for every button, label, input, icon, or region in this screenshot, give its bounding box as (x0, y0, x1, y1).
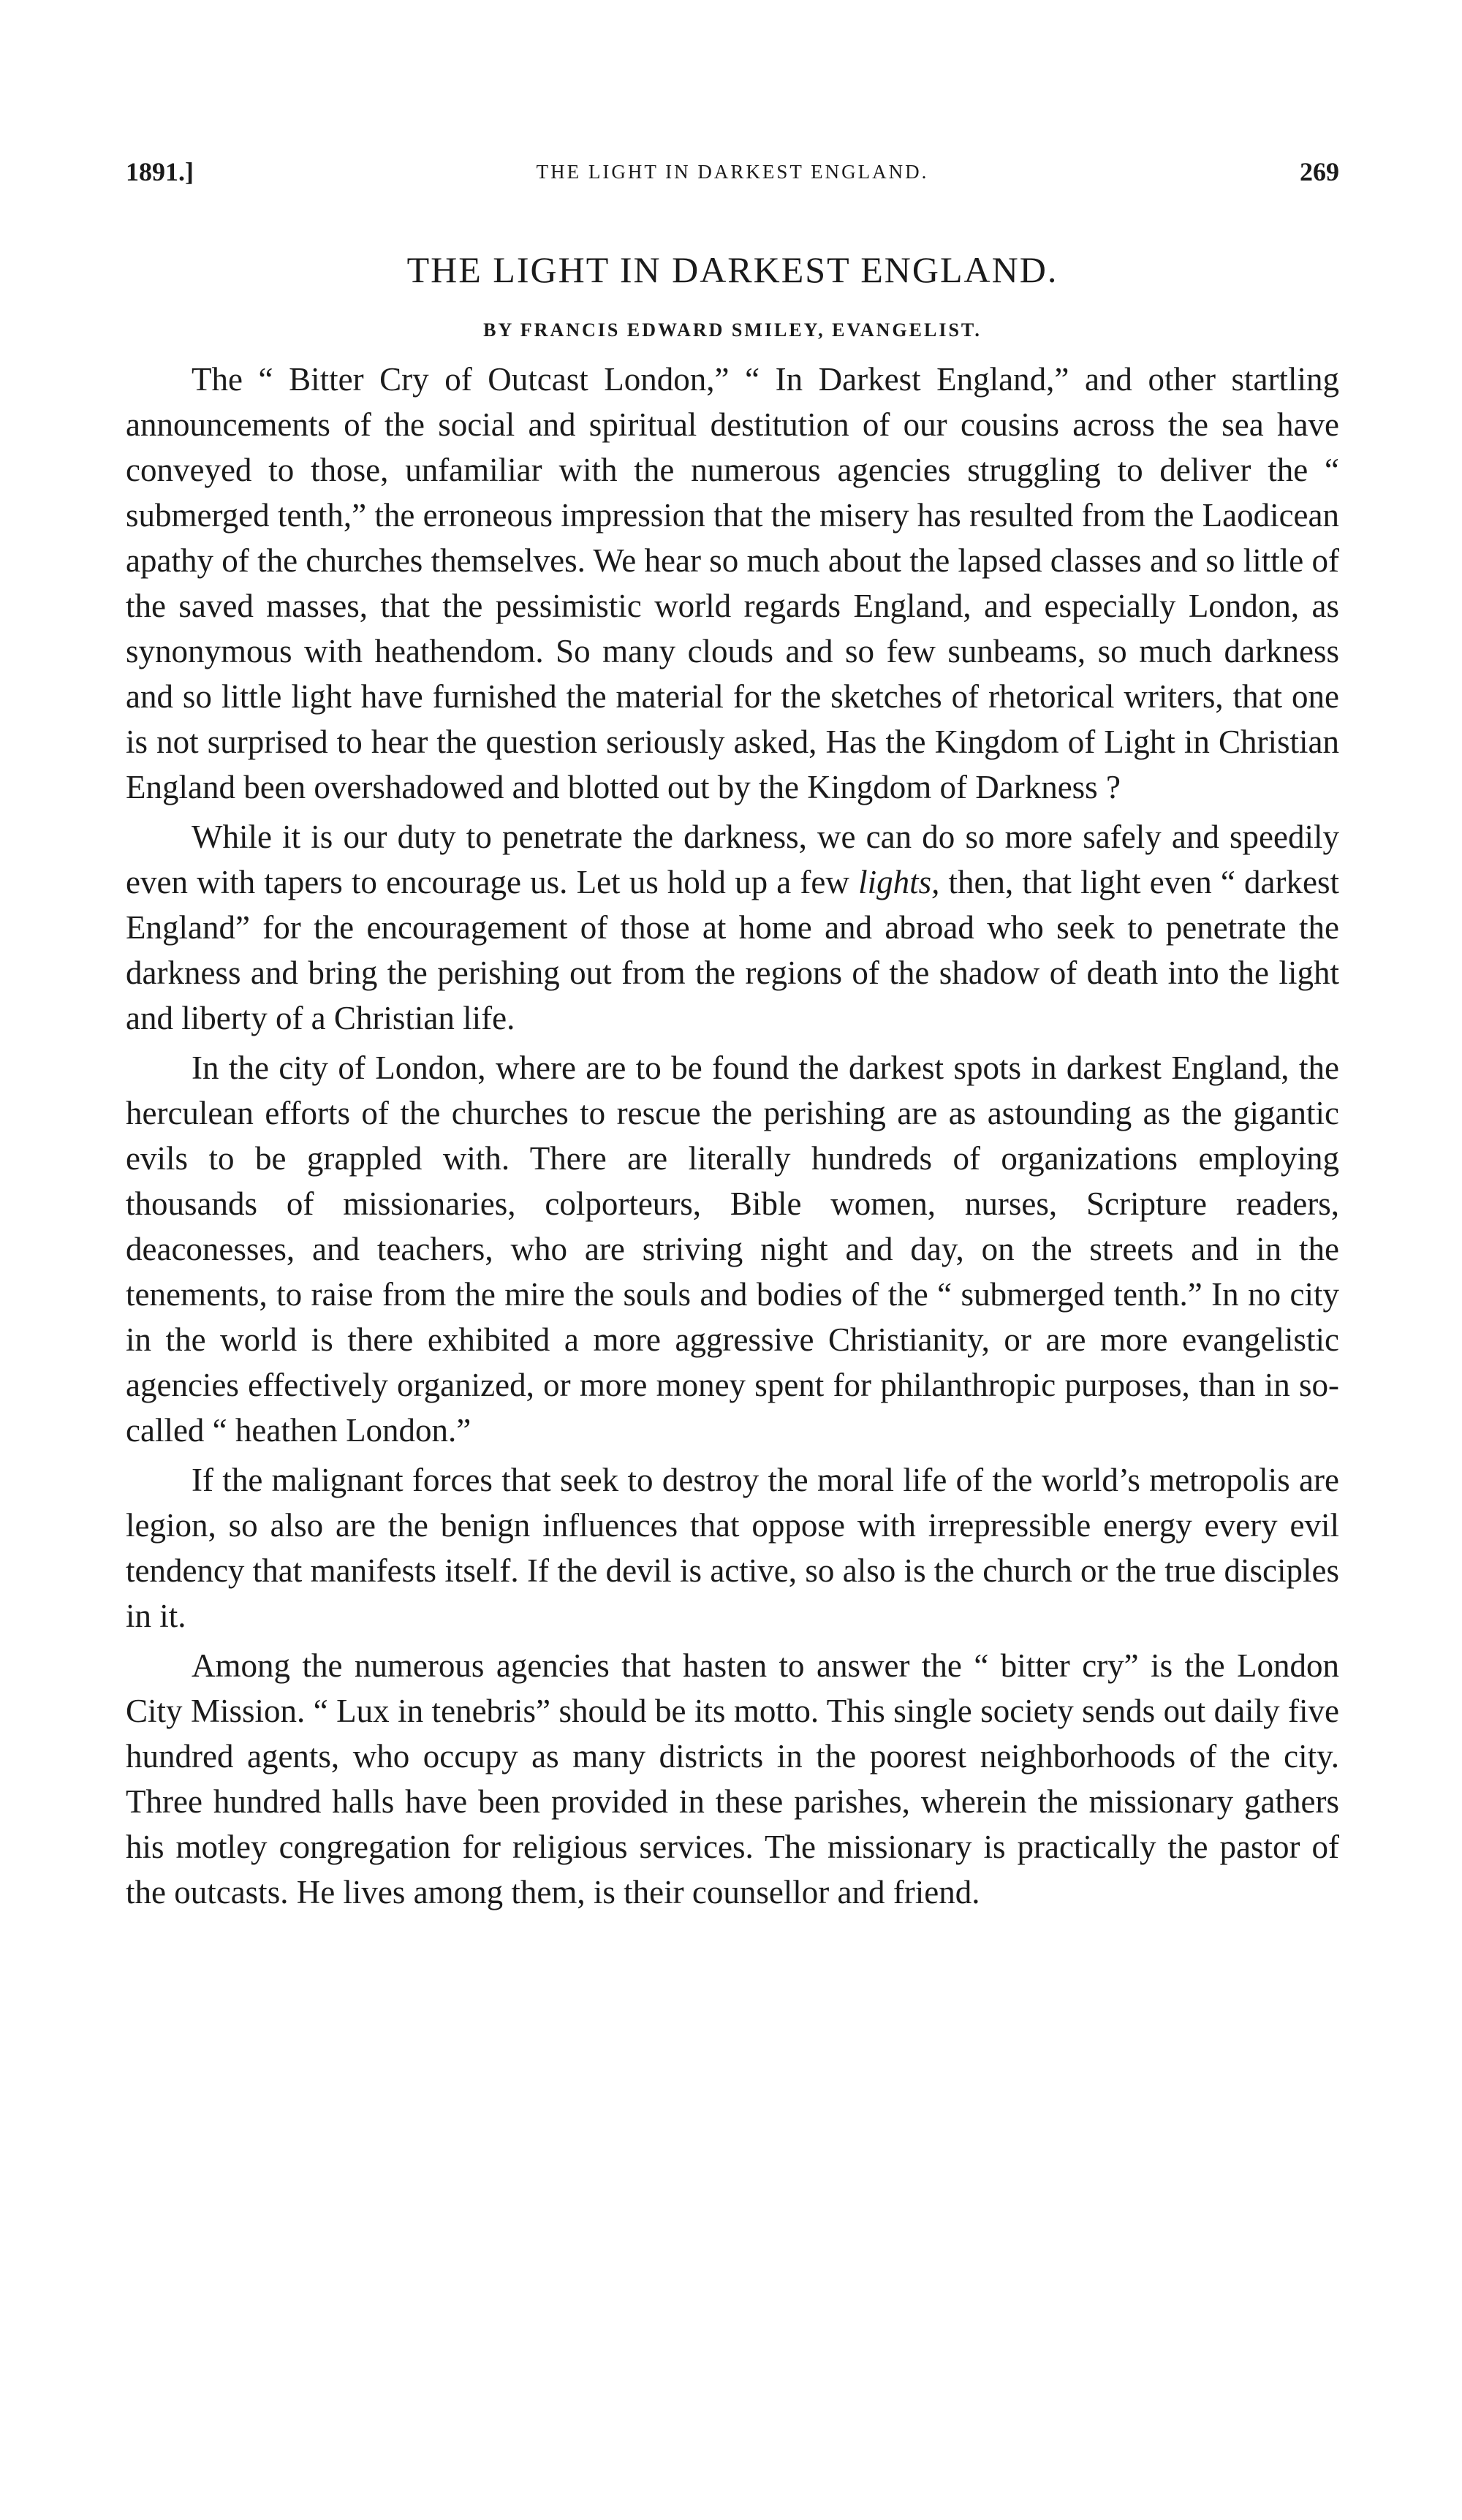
article-body (126, 357, 1339, 1915)
running-head (126, 146, 1339, 197)
paragraph: In the city of London, where are to be found the darkest spots in darkest England, the herculean efforts of the churches to rescue the perishing are as astounding as the gigantic evils to be grappled with. There are literally hundreds of organizations employing thousands of missionaries, colporteurs, Bible women, nurses, Scripture readers, deaconesses, and teachers, who are striving night and day, on the streets and in the tenements, to raise from the mire the souls and bodies of the “ submerged tenth.” In no city in the world is there exhibited a more aggressive Christianity, or are more evangelistic agencies effectively organized, or more money spent for philanthropic purposes, than in so-called “ heathen London.” (126, 1050, 1339, 1449)
italic-emphasis: lights, (858, 864, 940, 900)
paragraph: Among the numerous agencies that hasten to answer the “ bitter cry” is the London City Mission. “ Lux in tenebris” should be its motto. This single society sends out daily five hundred agents, who occupy as many districts in the poorest neighborhoods of the city. Three hundred halls have been provided in these parishes, wherein the missionary gathers his motley congregation for religious services. The missionary is practically the pastor of the outcasts. He lives among them, is their counsellor and friend. (126, 1647, 1339, 1910)
paragraph-text: then, that light even “ darkest England” for the encouragement of those at home and abroad who seek to penetrate the darkness and bring the perishing out from the regions of the shadow of death into the light and liberty of a Christian life. (126, 864, 1339, 1036)
article-byline: BY FRANCIS EDWARD SMILEY, EVANGELIST. (483, 319, 982, 341)
running-head-year: 1891.] (126, 157, 194, 186)
paragraph: If the malignant forces that seek to destroy the moral life of the world’s metropolis are legion, so also are the benign influences that oppose with irrepressible energy every evil tendency that manifests itself. If the devil is active, so also is the church or the true disciples in it. (126, 1462, 1339, 1634)
paragraph (126, 814, 1339, 1041)
article-title: THE LIGHT IN DARKEST ENGLAND. (406, 249, 1058, 290)
running-head-title: THE LIGHT IN DARKEST ENGLAND. (536, 161, 929, 183)
book-page (126, 146, 1339, 1915)
paragraph: The “ Bitter Cry of Outcast London,” “ In Darkest England,” and other startling announcements of the social and spiritual destitution of our cousins across the sea have conveyed to those, unfamiliar with the numerous agencies struggling to deliver the “ submerged tenth,” the erroneous impression that the misery has resulted from the Laodicean apathy of the churches themselves. We hear so much about the lapsed classes and so little of the saved masses, that the pessimistic world regards England, and especially London, as synonymous with heathendom. So many clouds and so few sunbeams, so much darkness and so little light have furnished the material for the sketches of rhetorical writers, that one is not surprised to hear the question seriously asked, Has the Kingdom of Light in Christian England been overshadowed and blotted out by the Kingdom of Darkness ? (126, 361, 1339, 805)
paragraph-text: While it is our duty to penetrate the darkness, we can do so more safely and speedily even with tapers to encourage us. Let us hold up a few (126, 819, 1339, 900)
page-number: 269 (1300, 157, 1339, 186)
